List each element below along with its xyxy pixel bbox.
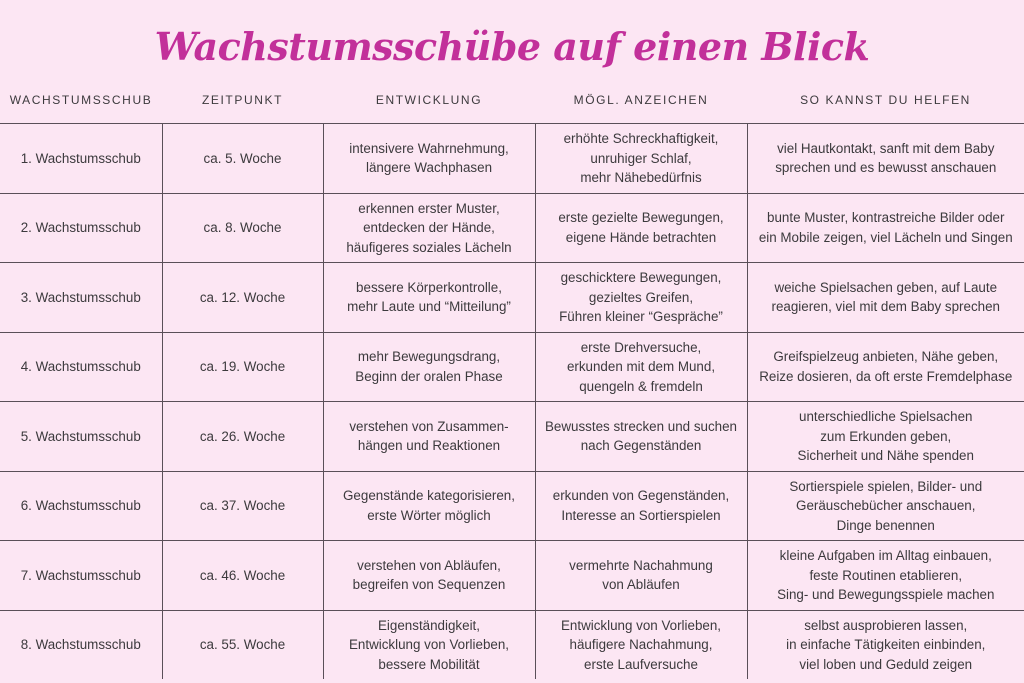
cell-entwicklung: mehr Bewegungsdrang, Beginn der oralen Phase	[323, 332, 535, 402]
table-row	[0, 332, 1024, 402]
cell-wachstumsschub: 6. Wachstumsschub	[0, 471, 162, 541]
cell-entwicklung: Gegenstände kategorisieren, erste Wörter möglich	[323, 471, 535, 541]
cell-helfen: unterschiedliche Spielsachen zum Erkunden geben, Sicherheit und Nähe spenden	[747, 402, 1024, 472]
header-entwicklung: ENTWICKLUNG	[323, 76, 535, 124]
cell-zeitpunkt: ca. 46. Woche	[162, 541, 323, 611]
table-row	[0, 124, 1024, 194]
cell-anzeichen: erste Drehversuche, erkunden mit dem Mund, quengeln & fremdeln	[535, 332, 747, 402]
cell-anzeichen: Bewusstes strecken und suchen nach Gegenständen	[535, 402, 747, 472]
cell-entwicklung: bessere Körperkontrolle, mehr Laute und “Mitteilung”	[323, 263, 535, 333]
cell-helfen: Greifspielzeug anbieten, Nähe geben, Reize dosieren, da oft erste Fremdelphase	[747, 332, 1024, 402]
cell-anzeichen: geschicktere Bewegungen, gezieltes Greifen, Führen kleiner “Gespräche”	[535, 263, 747, 333]
cell-helfen: Sortierspiele spielen, Bilder- und Geräuschebücher anschauen, Dinge benennen	[747, 471, 1024, 541]
cell-wachstumsschub: 7. Wachstumsschub	[0, 541, 162, 611]
cell-wachstumsschub: 5. Wachstumsschub	[0, 402, 162, 472]
page-title: Wachstumsschübe auf einen Blick	[154, 24, 870, 69]
header-helfen: SO KANNST DU HELFEN	[747, 76, 1024, 124]
cell-zeitpunkt: ca. 55. Woche	[162, 610, 323, 679]
cell-entwicklung: intensivere Wahrnehmung, längere Wachphasen	[323, 124, 535, 194]
cell-zeitpunkt: ca. 37. Woche	[162, 471, 323, 541]
growth-spurts-table	[0, 76, 1024, 679]
cell-helfen: selbst ausprobieren lassen, in einfache Tätigkeiten einbinden, viel loben und Geduld zeigen	[747, 610, 1024, 679]
cell-helfen: weiche Spielsachen geben, auf Laute reagieren, viel mit dem Baby sprechen	[747, 263, 1024, 333]
header-zeitpunkt: ZEITPUNKT	[162, 76, 323, 124]
cell-wachstumsschub: 1. Wachstumsschub	[0, 124, 162, 194]
cell-entwicklung: verstehen von Zusammen- hängen und Reaktionen	[323, 402, 535, 472]
cell-wachstumsschub: 4. Wachstumsschub	[0, 332, 162, 402]
cell-wachstumsschub: 8. Wachstumsschub	[20, 637, 141, 652]
header-anzeichen: MÖGL. ANZEICHEN	[535, 76, 747, 124]
cell-anzeichen: Entwicklung von Vorlieben, häufigere Nachahmung, erste Laufversuche	[535, 610, 747, 679]
cell-helfen: bunte Muster, kontrastreiche Bilder oder ein Mobile zeigen, viel Lächeln und Singen	[747, 193, 1024, 263]
header-wachstumsschub: WACHSTUMSSCHUB	[0, 76, 162, 124]
cell-zeitpunkt: ca. 5. Woche	[162, 124, 323, 194]
cell-anzeichen: erkunden von Gegenständen, Interesse an Sortierspielen	[535, 471, 747, 541]
table-row	[0, 541, 1024, 611]
table-row	[0, 402, 1024, 472]
cell-helfen: viel Hautkontakt, sanft mit dem Baby sprechen und es bewusst anschauen	[747, 124, 1024, 194]
cell-anzeichen: erste gezielte Bewegungen, eigene Hände betrachten	[535, 193, 747, 263]
cell-anzeichen: vermehrte Nachahmung von Abläufen	[535, 541, 747, 611]
cell-zeitpunkt: ca. 12. Woche	[162, 263, 323, 333]
table-row	[0, 263, 1024, 333]
cell-helfen: kleine Aufgaben im Alltag einbauen, feste Routinen etablieren, Sing- und Bewegungsspiele machen	[747, 541, 1024, 611]
cell-wachstumsschub: 3. Wachstumsschub	[0, 263, 162, 333]
cell-entwicklung: Eigenständigkeit, Entwicklung von Vorlieben, bessere Mobilität	[323, 610, 535, 679]
cell-zeitpunkt: ca. 26. Woche	[162, 402, 323, 472]
cell-zeitpunkt: ca. 8. Woche	[162, 193, 323, 263]
cell-anzeichen: erhöhte Schreckhaftigkeit, unruhiger Schlaf, mehr Nähebedürfnis	[535, 124, 747, 194]
table-header-row	[0, 76, 1024, 124]
cell-entwicklung: erkennen erster Muster, entdecken der Hände, häufigeres soziales Lächeln	[323, 193, 535, 263]
table-row	[0, 610, 1024, 679]
cell-wachstumsschub: 2. Wachstumsschub	[0, 193, 162, 263]
cell-zeitpunkt: ca. 19. Woche	[162, 332, 323, 402]
table-row	[0, 471, 1024, 541]
cell-entwicklung: verstehen von Abläufen, begreifen von Sequenzen	[323, 541, 535, 611]
table-row	[0, 193, 1024, 263]
